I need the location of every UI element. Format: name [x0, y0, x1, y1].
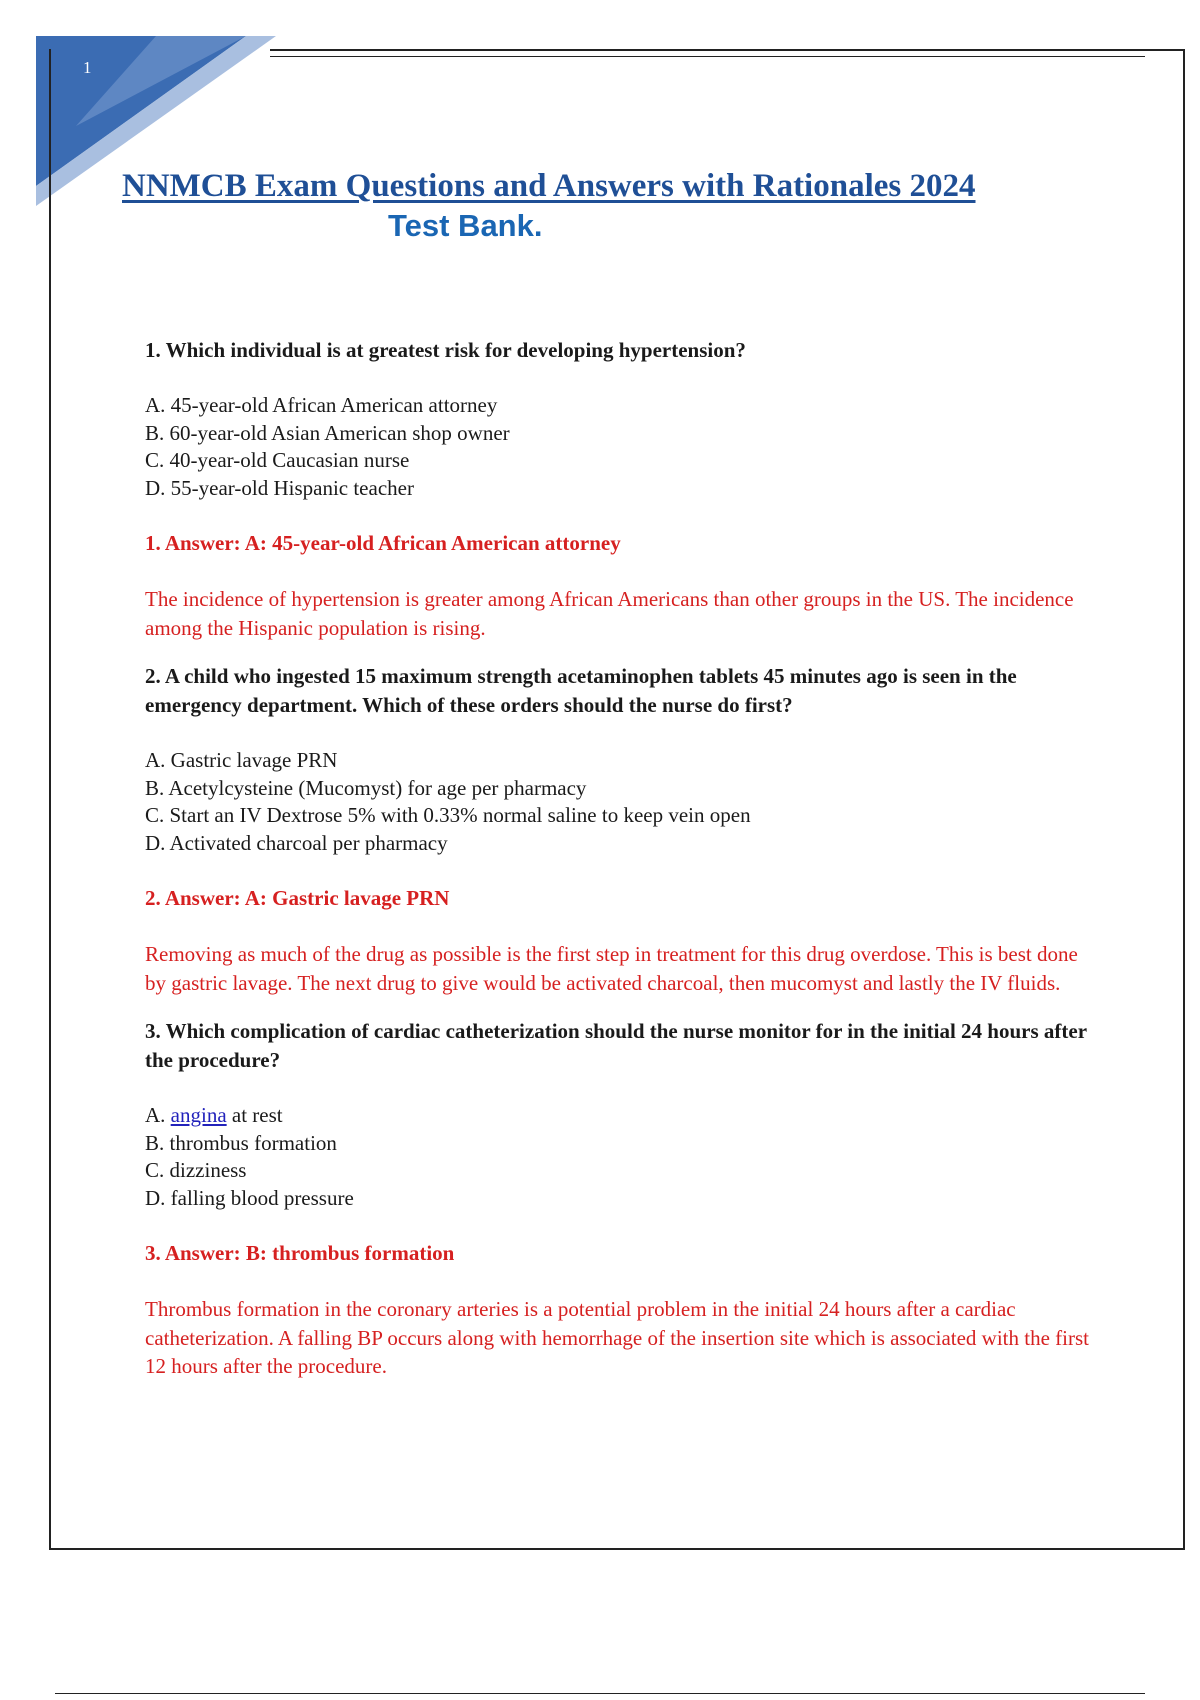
option-item: C. 40-year-old Caucasian nurse	[145, 448, 410, 472]
option-item: D. falling blood pressure	[145, 1185, 354, 1210]
option-list	[145, 392, 1090, 502]
option-item	[145, 1102, 1090, 1130]
page-subtitle: Test Bank.	[388, 208, 543, 243]
option-item: A. 45-year-old African American attorney	[145, 393, 498, 417]
answer-text: 3. Answer: B: thrombus formation	[145, 1241, 455, 1265]
rationale-text: Removing as much of the drug as possible is the first step in treatment for this drug overdose. This is best done by gastric lavage. The next drug to give would be activated charcoal, then mucomyst and lastly the IV fluids.	[145, 942, 1078, 995]
page-number: 1	[83, 58, 92, 77]
question-text: 2. A child who ingested 15 maximum strength acetaminophen tablets 45 minutes ago is seen in the emergency department. Which of these orders should the nurse do first?	[145, 664, 1017, 717]
option-item: D. 55-year-old Hispanic teacher	[145, 475, 414, 500]
question-block	[145, 1017, 1090, 1381]
option-prefix: A.	[145, 1103, 171, 1127]
footer-rule	[55, 1693, 1145, 1694]
option-list	[145, 747, 1090, 857]
option-item: C. dizziness	[145, 1158, 247, 1182]
question-block	[145, 336, 1090, 642]
rationale-text: The incidence of hypertension is greater among African Americans than other groups in the US. The incidence among the Hispanic population is rising.	[145, 587, 1074, 640]
option-list	[145, 1102, 1090, 1212]
option-item: B. 60-year-old Asian American shop owner	[145, 420, 510, 445]
option-item: A. Gastric lavage PRN	[145, 748, 338, 772]
answer-text: 2. Answer: A: Gastric lavage PRN	[145, 886, 450, 910]
option-item: B. thrombus formation	[145, 1130, 337, 1155]
question-text: 3. Which complication of cardiac catheterization should the nurse monitor for in the initial 24 hours after the procedure?	[145, 1019, 1087, 1072]
page-title: NNMCB Exam Questions and Answers with Rationales 2024	[122, 168, 976, 204]
question-text: 1. Which individual is at greatest risk for developing hypertension?	[145, 338, 746, 362]
option-item: B. Acetylcysteine (Mucomyst) for age per pharmacy	[145, 775, 587, 800]
question-block	[145, 662, 1090, 997]
answer-text: 1. Answer: A: 45-year-old African American attorney	[145, 531, 621, 555]
option-item: D. Activated charcoal per pharmacy	[145, 830, 448, 855]
option-item: C. Start an IV Dextrose 5% with 0.33% normal saline to keep vein open	[145, 803, 751, 827]
angina-link[interactable]: angina	[170, 1103, 227, 1127]
rationale-text: Thrombus formation in the coronary arteries is a potential problem in the initial 24 hours after a cardiac catheterization. A falling BP occurs along with hemorrhage of the insertion site which is associated with the first 12 hours after the procedure.	[145, 1297, 1089, 1378]
option-suffix: at rest	[226, 1103, 283, 1127]
question-list	[145, 336, 1090, 1401]
